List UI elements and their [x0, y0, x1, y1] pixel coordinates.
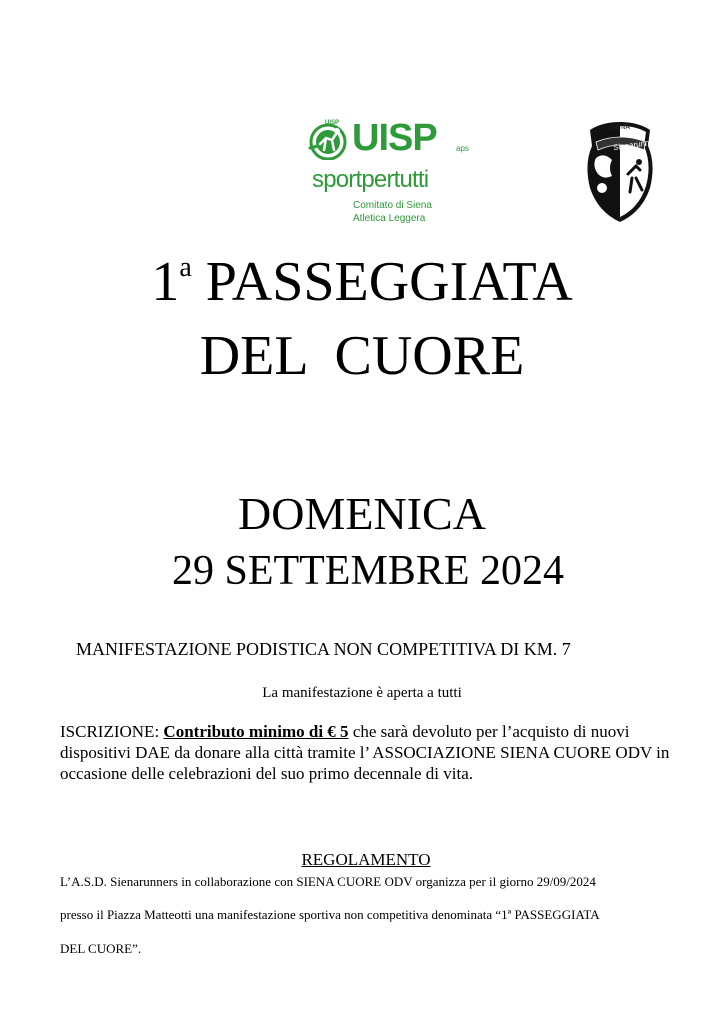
title-ordinal: a [179, 252, 192, 283]
uisp-runner-icon [308, 120, 352, 160]
registration-text: che sarà devoluto per l’acquisto di nuovi dispositivi DAE da donare alla città tramite l’ ASSOCIAZIONE SIENA CUORE ODV in occasione delle celebrazioni del suo primo decennale di vita. [60, 722, 670, 783]
uisp-committee: Comitato di Siena [353, 200, 432, 211]
rules-line: presso il Piazza Matteotti una manifestazione sportiva non competitiva denominata “1ª PASSEGGIATA [60, 907, 600, 922]
title-word: PASSEGGIATA [191, 251, 573, 313]
rules-line: DEL CUORE”. [60, 941, 142, 956]
page-title-line1 [0, 252, 724, 312]
registration-fee: Contributo minimo di € 5 [163, 722, 349, 741]
uisp-wordmark: UISP [352, 117, 437, 159]
shield-city-label: SIENA [609, 124, 631, 131]
event-date: 29 SETTEMBRE 2024 [171, 548, 564, 594]
uisp-tagline: sportpertutti [312, 166, 429, 193]
sienarunners-shield-logo [582, 118, 661, 226]
event-day: DOMENICA [238, 488, 486, 539]
page-title-line2: DEL CUORE [199, 325, 525, 387]
rules-line: L’A.S.D. Sienarunners in collaborazione con SIENA CUORE ODV organizza per il giorno 29/09/2024 [60, 874, 596, 889]
uisp-logo [308, 118, 473, 228]
event-subtitle: MANIFESTAZIONE PODISTICA NON COMPETITIVA DI KM. 7 [76, 639, 571, 659]
shield-club-label: Sienarunners [612, 136, 661, 153]
title-number: 1 [151, 251, 180, 313]
shield-icon [582, 118, 658, 226]
uisp-aps-label: aps [456, 144, 469, 153]
registration-paragraph [60, 721, 680, 784]
open-note: La manifestazione è aperta a tutti [262, 685, 462, 701]
uisp-emblem-label: UISP [325, 120, 340, 126]
registration-label: ISCRIZIONE: [60, 722, 164, 741]
rules-heading: REGOLAMENTO [301, 850, 431, 869]
uisp-section: Atletica Leggera [353, 213, 426, 224]
